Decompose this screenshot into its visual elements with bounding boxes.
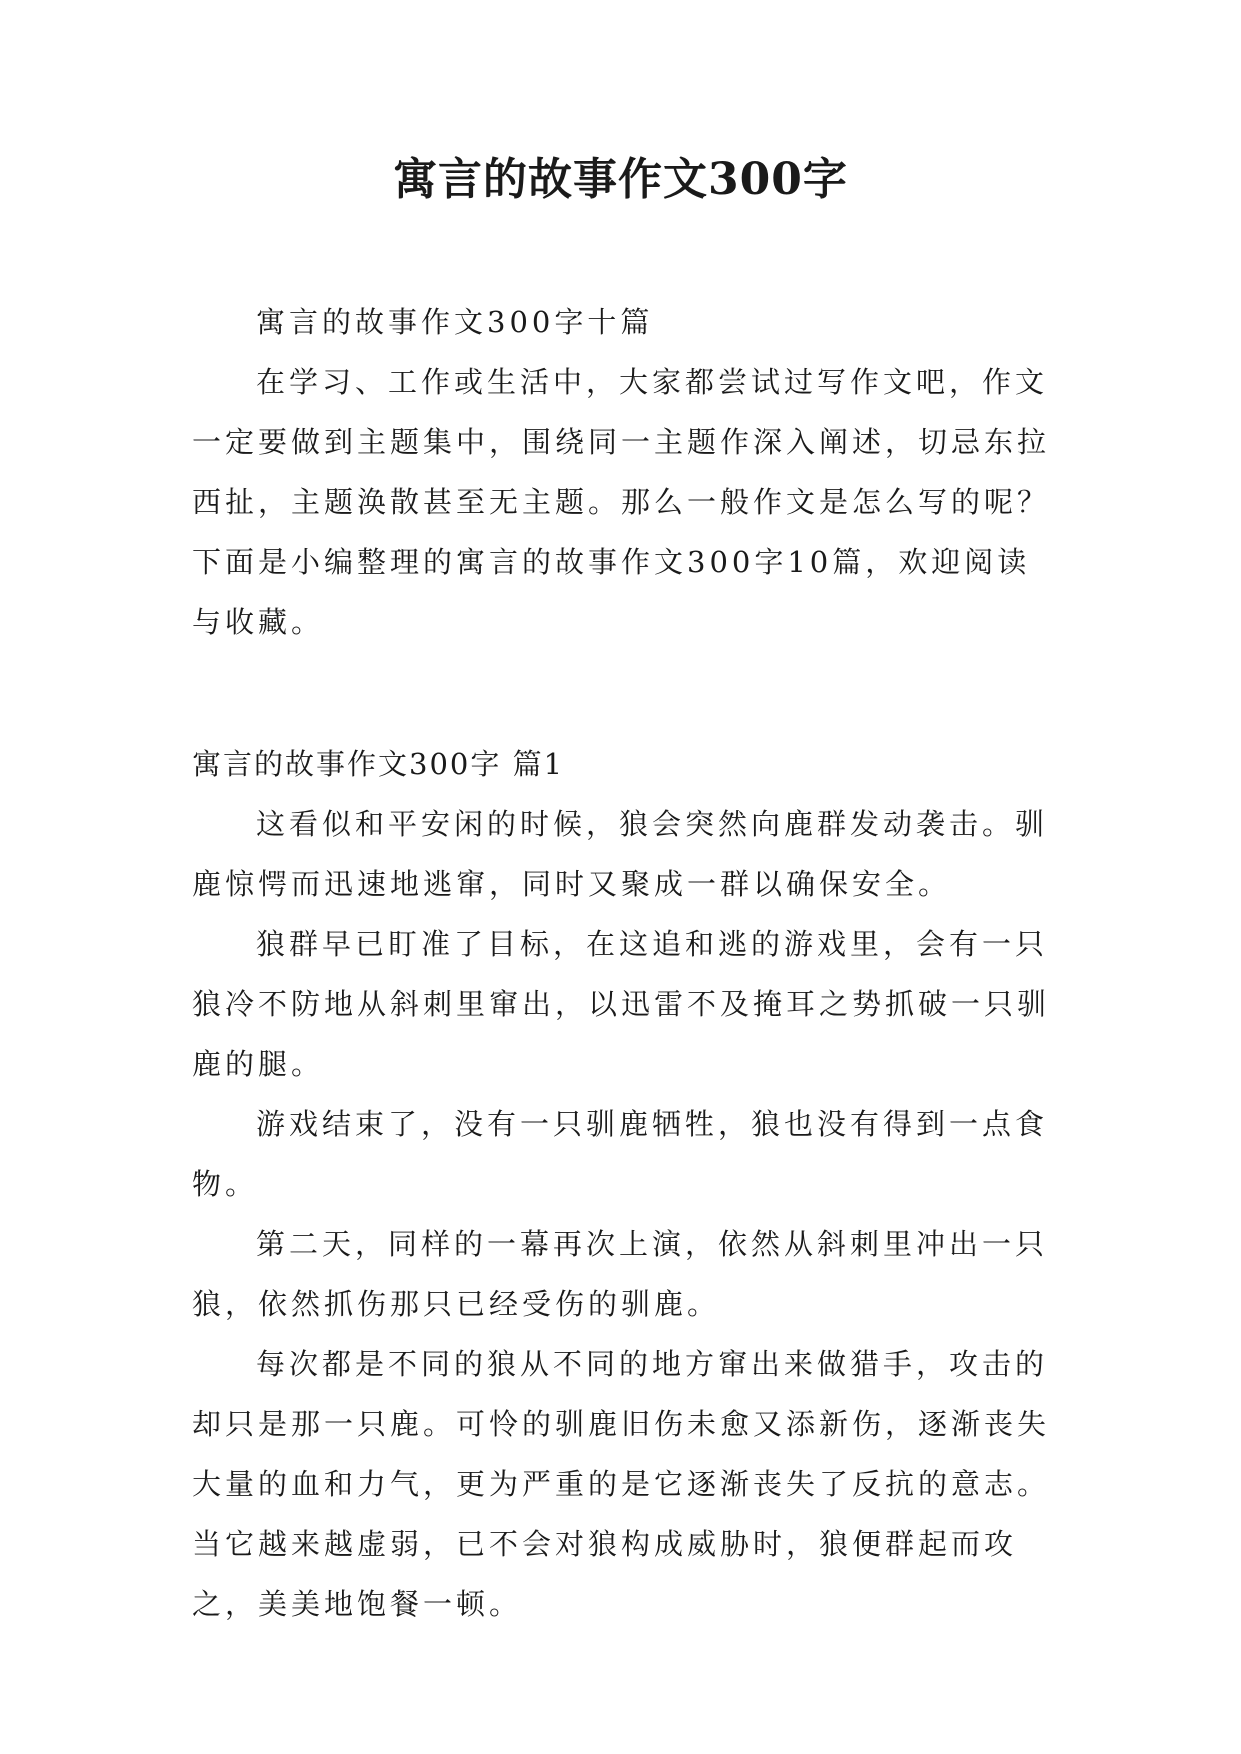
intro-paragraph: 在学习、工作或生活中，大家都尝试过写作文吧，作文一定要做到主题集中，围绕同一主题作深入阐述，切忌东拉西扯，主题涣散甚至无主题。那么一般作文是怎么写的呢？下面是小编整理的寓言的故事作文300字10篇，欢迎阅读与收藏。 — [192, 365, 1051, 639]
document-body — [192, 292, 1057, 1634]
body-paragraph: 游戏结束了，没有一只驯鹿牺牲，狼也没有得到一点食物。 — [192, 1107, 1049, 1201]
document-subtitle: 寓言的故事作文300字十篇 — [256, 305, 654, 339]
body-paragraph: 狼群早已盯准了目标，在这追和逃的游戏里，会有一只狼冷不防地从斜刺里窜出，以迅雷不及掩耳之势抓破一只驯鹿的腿。 — [192, 927, 1051, 1081]
body-paragraph: 这看似和平安闲的时候，狼会突然向鹿群发动袭击。驯鹿惊愕而迅速地逃窜，同时又聚成一群以确保安全。 — [192, 807, 1049, 901]
section-heading: 寓言的故事作文300字 篇1 — [192, 747, 565, 781]
document-title: 寓言的故事作文300字 — [393, 154, 848, 205]
body-paragraph: 每次都是不同的狼从不同的地方窜出来做猎手，攻击的却只是那一只鹿。可怜的驯鹿旧伤未愈又添新伤，逐渐丧失大量的血和力气，更为严重的是它逐渐丧失了反抗的意志。当它越来越虚弱，已不会对狼构成威胁时，狼便群起而攻之，美美地饱餐一顿。 — [192, 1347, 1051, 1621]
body-paragraph: 第二天，同样的一幕再次上演，依然从斜刺里冲出一只狼，依然抓伤那只已经受伤的驯鹿。 — [192, 1227, 1049, 1321]
